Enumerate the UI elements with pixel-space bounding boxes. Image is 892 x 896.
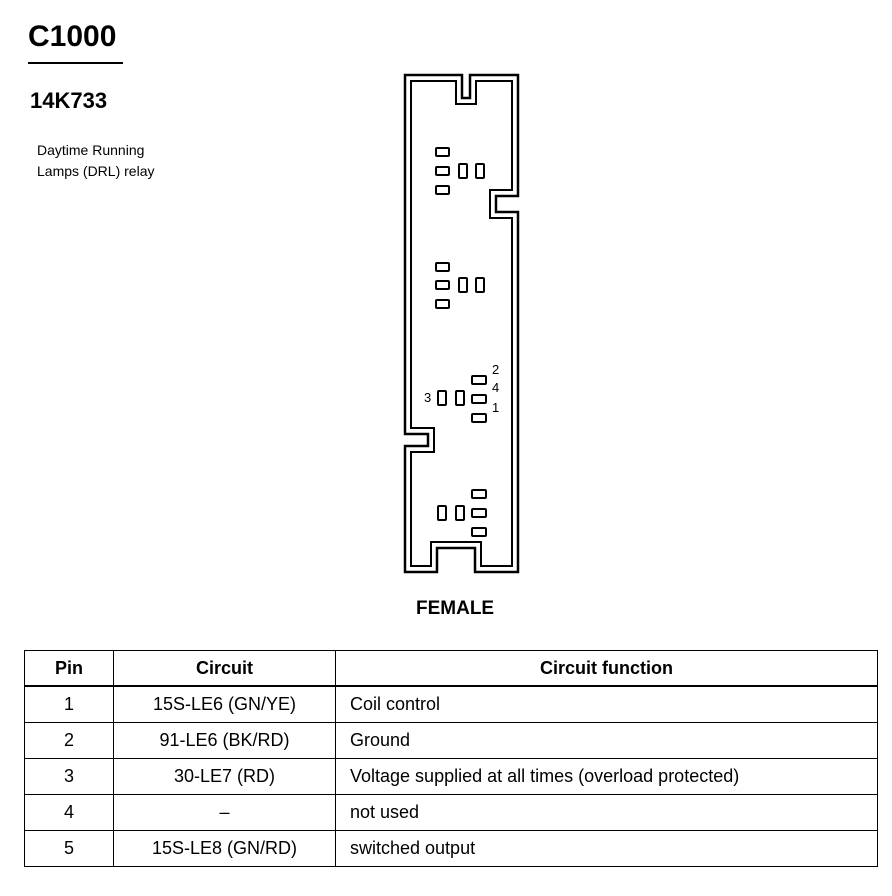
cell-pin: 3 [25,759,114,795]
table-row [25,759,878,795]
header-circuit: Circuit [114,651,336,687]
cavity [438,506,446,520]
cavity-group-1 [436,148,484,194]
table-row [25,686,878,723]
cell-function: Ground [336,723,878,759]
cavity [456,506,464,520]
cavity [459,278,467,292]
header-pin: Pin [25,651,114,687]
cell-pin: 5 [25,831,114,867]
cavity [476,164,484,178]
cavity [456,391,464,405]
cell-circuit: 30-LE7 (RD) [114,759,336,795]
table-row [25,723,878,759]
cavity [472,376,486,384]
connector-housing-outer [405,75,518,572]
connector-id: C1000 [28,20,117,53]
connector-view-label: FEMALE [416,598,495,619]
cell-pin: 2 [25,723,114,759]
cell-function: not used [336,795,878,831]
table-row [25,795,878,831]
description-line-1: Daytime Running [37,142,145,158]
cavity [472,395,486,403]
pin-number-1: 1 [492,400,500,415]
cavity [476,278,484,292]
cell-pin: 1 [25,686,114,723]
pinout-table [24,650,878,867]
description-line-2: Lamps (DRL) relay [37,163,155,179]
pin-number-3: 3 [424,390,432,405]
cell-function: switched output [336,831,878,867]
cavity [436,300,449,308]
cavity-group-4 [438,490,486,536]
cavity [436,148,449,156]
cell-circuit: 91-LE6 (BK/RD) [114,723,336,759]
cell-pin: 4 [25,795,114,831]
cavity [436,167,449,175]
cell-circuit: 15S-LE6 (GN/YE) [114,686,336,723]
cavity-group-2 [436,263,484,308]
cavity [436,281,449,289]
cell-function: Voltage supplied at all times (overload protected) [336,759,878,795]
header-function: Circuit function [336,651,878,687]
cavity [472,490,486,498]
cavity [436,186,449,194]
cavity [472,414,486,422]
table-header-row [25,651,878,687]
cell-circuit: 15S-LE8 (GN/RD) [114,831,336,867]
cavity [436,263,449,271]
cavity [472,509,486,517]
cell-circuit: – [114,795,336,831]
pin-number-4: 4 [492,380,500,395]
cavity [472,528,486,536]
cavity [438,391,446,405]
table-row [25,831,878,867]
cavity-group-3 [438,376,486,422]
pin-number-2: 2 [492,362,500,377]
part-number: 14K733 [30,88,108,113]
cavity [459,164,467,178]
connector-housing-inner [411,81,512,566]
cell-function: Coil control [336,686,878,723]
